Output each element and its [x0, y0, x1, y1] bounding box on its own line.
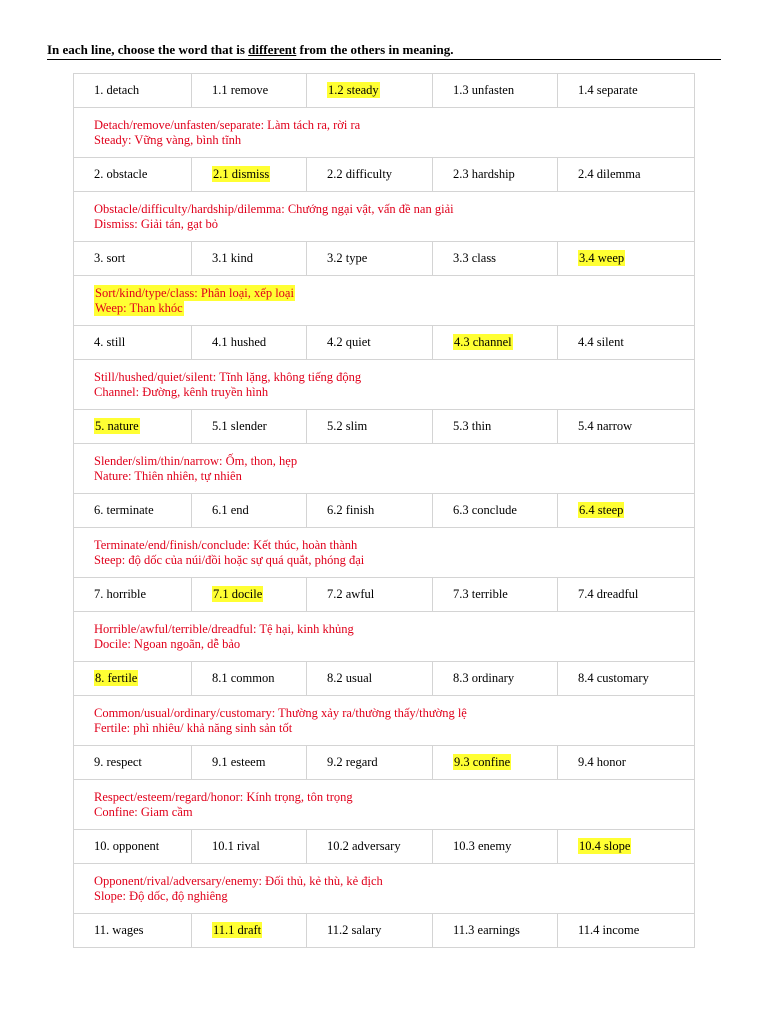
explanation-row [74, 192, 695, 242]
option-cell [192, 242, 307, 276]
option-cell [192, 74, 307, 108]
option-cell [558, 242, 695, 276]
explanation-line [94, 286, 694, 301]
question-word-cell [74, 494, 192, 528]
option-cell [433, 326, 558, 360]
word-text: 3.1 kind [212, 251, 253, 265]
instruction-emphasis: different [248, 42, 297, 57]
answer-highlight: 4.3 channel [454, 335, 512, 349]
explanation-row [74, 612, 695, 662]
option-cell [433, 494, 558, 528]
answer-highlight: 8. fertile [95, 671, 138, 685]
instruction-text-after: from the others in meaning. [296, 42, 454, 57]
word-text: 10.3 enemy [453, 839, 512, 853]
word-text: 5.1 slender [212, 419, 267, 433]
option-cell [192, 410, 307, 444]
answer-highlight: 6.4 steep [579, 503, 624, 517]
instruction-heading [47, 42, 721, 60]
word-text: 4.4 silent [578, 335, 624, 349]
explanation-line [94, 889, 694, 904]
word-text: 8.4 customary [578, 671, 649, 685]
explanation-cell [74, 612, 695, 662]
option-cell [433, 578, 558, 612]
option-cell [307, 494, 433, 528]
explanation-line [94, 790, 694, 805]
explanation-row [74, 108, 695, 158]
explanation-row [74, 864, 695, 914]
option-cell [192, 578, 307, 612]
word-text: 5.4 narrow [578, 419, 633, 433]
word-text: 6.2 finish [327, 503, 375, 517]
word-text: 4. still [94, 335, 126, 349]
word-text: 3.3 class [453, 251, 497, 265]
question-word-cell [74, 74, 192, 108]
question-word-cell [74, 914, 192, 948]
option-cell [433, 158, 558, 192]
word-text: 9.4 honor [578, 755, 626, 769]
word-text: 8.1 common [212, 671, 275, 685]
question-word-cell [74, 242, 192, 276]
option-cell [307, 830, 433, 864]
word-text: 9. respect [94, 755, 142, 769]
word-text: 5.3 thin [453, 419, 492, 433]
answer-highlight: 3.4 weep [579, 251, 625, 265]
option-cell [433, 410, 558, 444]
word-text: 11. wages [94, 923, 144, 937]
word-text: 5.2 slim [327, 419, 368, 433]
explanation-text: Fertile: phì nhiêu/ khả năng sinh sản tốt [94, 720, 293, 735]
word-text: 3.2 type [327, 251, 368, 265]
word-text: 4.1 hushed [212, 335, 267, 349]
option-cell [307, 746, 433, 780]
word-text: 7. horrible [94, 587, 147, 601]
option-cell [558, 494, 695, 528]
option-cell [192, 830, 307, 864]
question-row [74, 662, 695, 696]
answer-highlight: 1.2 steady [328, 83, 379, 97]
explanation-row [74, 276, 695, 326]
vocabulary-table [73, 73, 695, 948]
explanation-line [94, 553, 694, 568]
explanation-line [94, 637, 694, 652]
option-cell [192, 326, 307, 360]
option-cell [307, 578, 433, 612]
explanation-cell [74, 276, 695, 326]
answer-highlight: 9.3 confine [454, 755, 511, 769]
option-cell [307, 242, 433, 276]
question-word-cell [74, 578, 192, 612]
answer-highlight: 10.4 slope [579, 839, 631, 853]
option-cell [192, 914, 307, 948]
explanation-line [94, 622, 694, 637]
word-text: 10.1 rival [212, 839, 260, 853]
word-text: 8.3 ordinary [453, 671, 515, 685]
option-cell [307, 662, 433, 696]
explanation-cell [74, 360, 695, 410]
explanation-text: Docile: Ngoan ngoãn, dễ bảo [94, 636, 241, 651]
explanation-line [94, 118, 694, 133]
word-text: 8.2 usual [327, 671, 373, 685]
explanation-line [94, 538, 694, 553]
explanation-row [74, 696, 695, 746]
explanation-text: Steep: độ dốc của núi/đồi hoặc sự quá quắt, phóng đại [94, 552, 365, 567]
option-cell [558, 326, 695, 360]
explanation-cell [74, 108, 695, 158]
explanation-cell [74, 864, 695, 914]
word-text: 4.2 quiet [327, 335, 371, 349]
explanation-text: Terminate/end/finish/conclude: Kết thúc, hoàn thành [94, 537, 358, 552]
explanation-text: Slender/slim/thin/narrow: Ốm, thon, hẹp [94, 453, 298, 468]
option-cell [558, 158, 695, 192]
explanation-line [94, 370, 694, 385]
question-word-cell [74, 830, 192, 864]
explanation-row [74, 444, 695, 494]
explanation-line [94, 133, 694, 148]
question-word-cell [74, 158, 192, 192]
word-text: 1. detach [94, 83, 140, 97]
question-row [74, 410, 695, 444]
option-cell [307, 914, 433, 948]
explanation-line [94, 301, 694, 316]
word-text: 7.2 awful [327, 587, 375, 601]
answer-highlight: 11.1 draft [213, 923, 262, 937]
explanation-text: Sort/kind/type/class: Phân loại, xếp loại [95, 285, 294, 300]
question-row [74, 158, 695, 192]
word-text: 7.4 dreadful [578, 587, 639, 601]
option-cell [192, 662, 307, 696]
explanation-cell [74, 780, 695, 830]
word-text: 1.4 separate [578, 83, 638, 97]
word-text: 11.3 earnings [453, 923, 520, 937]
explanation-line [94, 805, 694, 820]
explanation-line [94, 721, 694, 736]
explanation-text: Horrible/awful/terrible/dreadful: Tệ hại, kinh khủng [94, 621, 354, 636]
option-cell [192, 746, 307, 780]
word-text: 1.1 remove [212, 83, 269, 97]
explanation-text: Dismiss: Giải tán, gạt bỏ [94, 216, 218, 231]
word-text: 2. obstacle [94, 167, 148, 181]
word-text: 7.3 terrible [453, 587, 508, 601]
explanation-line [94, 217, 694, 232]
option-cell [433, 242, 558, 276]
option-cell [307, 158, 433, 192]
word-text: 11.2 salary [327, 923, 382, 937]
word-text: 10. opponent [94, 839, 160, 853]
question-word-cell [74, 746, 192, 780]
explanation-text: Slope: Độ dốc, độ nghiêng [94, 888, 228, 903]
explanation-line [94, 385, 694, 400]
explanation-text: Respect/esteem/regard/honor: Kính trọng, tôn trọng [94, 789, 353, 804]
option-cell [307, 74, 433, 108]
question-word-cell [74, 662, 192, 696]
option-cell [558, 746, 695, 780]
explanation-text: Still/hushed/quiet/silent: Tĩnh lặng, không tiếng động [94, 369, 362, 384]
option-cell [433, 914, 558, 948]
question-row [74, 242, 695, 276]
word-text: 9.1 esteem [212, 755, 266, 769]
explanation-row [74, 360, 695, 410]
word-text: 2.3 hardship [453, 167, 515, 181]
explanation-text: Channel: Đường, kênh truyền hình [94, 384, 269, 399]
explanation-cell [74, 696, 695, 746]
option-cell [558, 74, 695, 108]
question-row [74, 578, 695, 612]
answer-highlight: 5. nature [95, 419, 139, 433]
question-row [74, 914, 695, 948]
word-text: 2.4 dilemma [578, 167, 641, 181]
explanation-line [94, 469, 694, 484]
option-cell [433, 830, 558, 864]
explanation-line [94, 202, 694, 217]
option-cell [433, 746, 558, 780]
option-cell [433, 662, 558, 696]
word-text: 1.3 unfasten [453, 83, 515, 97]
option-cell [433, 74, 558, 108]
explanation-text: Steady: Vững vàng, bình tĩnh [94, 132, 242, 147]
option-cell [558, 578, 695, 612]
question-row [74, 74, 695, 108]
word-text: 6.3 conclude [453, 503, 517, 517]
option-cell [307, 410, 433, 444]
explanation-text: Nature: Thiên nhiên, tự nhiên [94, 468, 242, 483]
explanation-text: Weep: Than khóc [95, 300, 183, 315]
explanation-line [94, 706, 694, 721]
vocabulary-table-body [74, 74, 695, 948]
instruction-text-before: In each line, choose the word that is [47, 42, 249, 57]
answer-highlight: 2.1 dismiss [213, 167, 270, 181]
explanation-cell [74, 528, 695, 578]
question-word-cell [74, 410, 192, 444]
explanation-line [94, 454, 694, 469]
explanation-text: Obstacle/difficulty/hardship/dilemma: Chướng ngại vật, vấn đề nan giải [94, 201, 454, 216]
explanation-row [74, 528, 695, 578]
question-row [74, 746, 695, 780]
word-text: 6.1 end [212, 503, 249, 517]
question-row [74, 326, 695, 360]
explanation-line [94, 874, 694, 889]
explanation-text: Common/usual/ordinary/customary: Thường xảy ra/thường thấy/thường lệ [94, 705, 467, 720]
question-row [74, 494, 695, 528]
question-row [74, 830, 695, 864]
explanation-text: Detach/remove/unfasten/separate: Làm tách ra, rời ra [94, 117, 361, 132]
explanation-row [74, 780, 695, 830]
option-cell [192, 494, 307, 528]
word-text: 2.2 difficulty [327, 167, 393, 181]
option-cell [558, 662, 695, 696]
word-text: 9.2 regard [327, 755, 378, 769]
word-text: 10.2 adversary [327, 839, 401, 853]
explanation-cell [74, 444, 695, 494]
option-cell [558, 914, 695, 948]
explanation-cell [74, 192, 695, 242]
answer-highlight: 7.1 docile [213, 587, 263, 601]
option-cell [307, 326, 433, 360]
word-text: 3. sort [94, 251, 126, 265]
question-word-cell [74, 326, 192, 360]
option-cell [558, 410, 695, 444]
explanation-text: Confine: Giam cầm [94, 804, 193, 819]
option-cell [192, 158, 307, 192]
word-text: 6. terminate [94, 503, 154, 517]
explanation-text: Opponent/rival/adversary/enemy: Đối thủ, kẻ thù, kẻ địch [94, 873, 383, 888]
word-text: 11.4 income [578, 923, 640, 937]
option-cell [558, 830, 695, 864]
